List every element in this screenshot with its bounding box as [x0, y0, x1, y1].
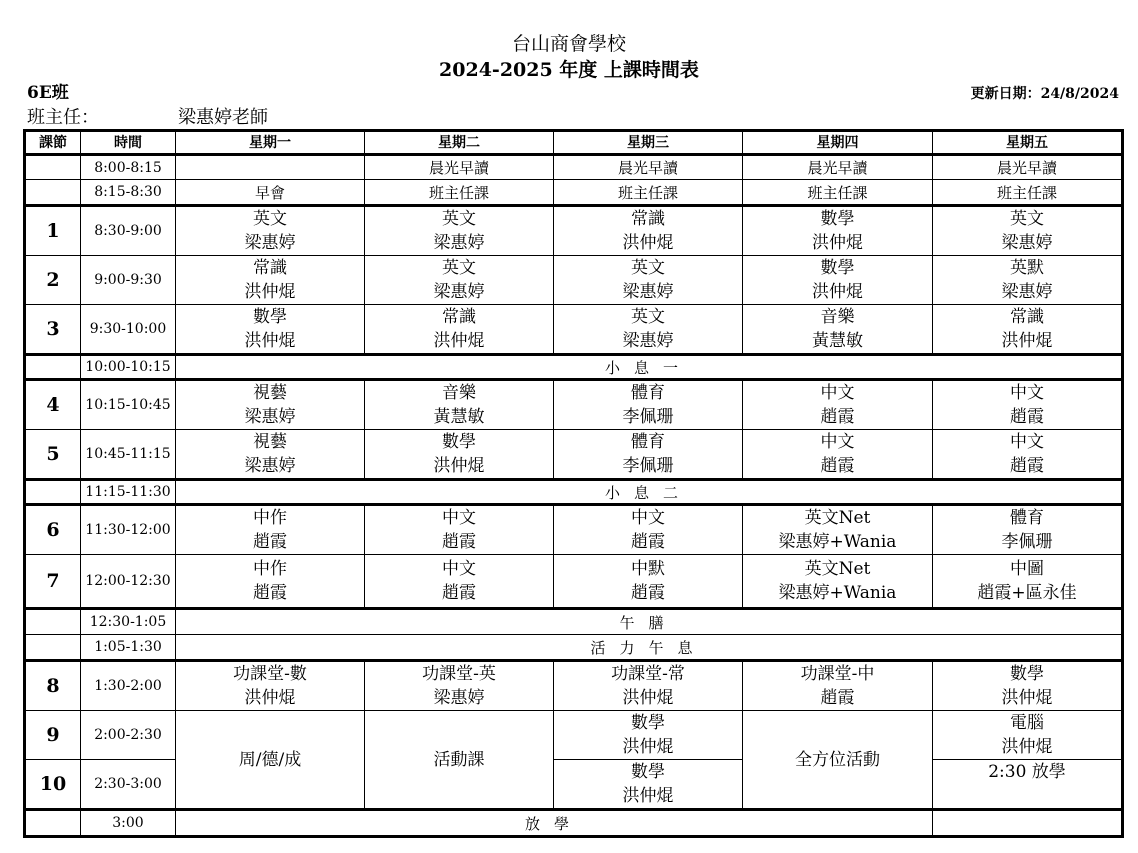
- tuesday-cell: 晨光早讀: [365, 155, 554, 180]
- header-time: 時間: [81, 131, 176, 155]
- class-teacher-name: 梁惠婷老師: [178, 107, 268, 128]
- teacher: 洪仲焜: [622, 688, 674, 708]
- teacher: 梁惠婷+Wania: [778, 532, 897, 552]
- subject: 電腦: [1010, 713, 1044, 733]
- teacher: 趙霞: [631, 583, 665, 603]
- subject: 中文: [442, 508, 476, 528]
- subject: 英文: [631, 307, 665, 327]
- teacher: 梁惠婷: [1001, 233, 1053, 253]
- subject: 英文: [631, 258, 665, 278]
- subject: 音樂: [820, 307, 855, 327]
- subject: 中文: [442, 559, 476, 579]
- wednesday-cell: [554, 256, 743, 305]
- teacher: 洪仲焜: [1001, 331, 1053, 351]
- period-number: 1: [25, 206, 81, 256]
- timetable: [23, 129, 1124, 838]
- teacher: 梁惠婷: [244, 407, 296, 427]
- monday-cell: [176, 555, 365, 609]
- tuesday-cell: [365, 256, 554, 305]
- teacher: 洪仲焜: [1001, 688, 1053, 708]
- subject: 中作: [253, 508, 287, 528]
- subject: 英文Net: [804, 559, 871, 579]
- wednesday-cell: [554, 380, 743, 430]
- subject: 數學: [442, 432, 476, 452]
- friday-cell: [933, 305, 1123, 355]
- wednesday-cell: [554, 305, 743, 355]
- period-cell: [25, 155, 81, 180]
- monday-cell: [176, 505, 365, 555]
- period-number: 4: [25, 380, 81, 430]
- subject: 數學: [253, 307, 287, 327]
- period-number: 8: [25, 661, 81, 711]
- subject: 體育: [631, 432, 665, 452]
- teacher: 梁惠婷: [433, 233, 485, 253]
- teacher: 梁惠婷: [244, 233, 296, 253]
- time-cell: 8:15-8:30: [81, 180, 176, 206]
- teacher: 洪仲焜: [1001, 737, 1053, 757]
- teacher: 梁惠婷+Wania: [778, 583, 897, 603]
- subject: 數學: [820, 209, 855, 229]
- teacher: 洪仲焜: [622, 786, 674, 806]
- period-cell: [25, 609, 81, 635]
- subject: 體育: [631, 383, 665, 403]
- wednesday-cell: [554, 555, 743, 609]
- teacher: 洪仲焜: [622, 233, 674, 253]
- wednesday-cell: 晨光早讀: [554, 155, 743, 180]
- subject: 英文: [253, 209, 287, 229]
- thursday-cell: 晨光早讀: [743, 155, 933, 180]
- thursday-cell: [743, 555, 933, 609]
- teacher: 梁惠婷: [622, 282, 674, 302]
- friday-cell: [933, 206, 1123, 256]
- table-row: [25, 430, 1123, 480]
- teacher: 洪仲焜: [244, 331, 296, 351]
- time-cell: 2:00-2:30: [81, 711, 176, 760]
- recess-label: 小息一: [176, 355, 1123, 380]
- subject: 數學: [820, 258, 855, 278]
- teacher: 李佩珊: [1001, 532, 1053, 552]
- time-cell: 8:30-9:00: [81, 206, 176, 256]
- teacher: 洪仲焜: [812, 233, 863, 253]
- monday-cell: [176, 305, 365, 355]
- dismissal-label: 放學: [176, 810, 933, 837]
- thursday-cell: [743, 505, 933, 555]
- subject: 英文Net: [804, 508, 871, 528]
- timetable-title: 2024-2025 年度 上課時間表: [439, 59, 699, 81]
- subject: 中文: [631, 508, 665, 528]
- break-row: [25, 609, 1123, 635]
- tuesday-cell: [365, 380, 554, 430]
- teacher: 洪仲焜: [433, 456, 485, 476]
- wednesday-cell: 班主任課: [554, 180, 743, 206]
- period-number: 2: [25, 256, 81, 305]
- period-cell: [25, 180, 81, 206]
- teacher: 洪仲焜: [622, 737, 674, 757]
- wednesday-cell: [554, 430, 743, 480]
- thursday-cell: [743, 380, 933, 430]
- time-cell: 2:30-3:00: [81, 760, 176, 810]
- friday-cell: [933, 430, 1123, 480]
- dismissal-row: [25, 810, 1123, 837]
- teacher: 李佩珊: [622, 407, 674, 427]
- table-row: [25, 661, 1123, 711]
- teacher: 趙霞+區永佳: [977, 583, 1077, 603]
- table-row: [25, 180, 1123, 206]
- table-row: [25, 305, 1123, 355]
- teacher: 趙霞: [442, 532, 476, 552]
- period-number: 10: [25, 760, 81, 810]
- subject: 中默: [631, 559, 665, 579]
- teacher: 黃慧敏: [433, 407, 485, 427]
- monday-merged-cell: 周/德/成: [176, 711, 365, 810]
- teacher: 梁惠婷: [1001, 282, 1053, 302]
- table-row: [25, 155, 1123, 180]
- period-cell: [25, 355, 81, 380]
- subject: 數學: [1010, 664, 1044, 684]
- teacher: 趙霞: [1010, 456, 1044, 476]
- subject: 中文: [820, 383, 855, 403]
- subject: 英文: [442, 258, 476, 278]
- wednesday-cell: [554, 505, 743, 555]
- time-cell: 10:15-10:45: [81, 380, 176, 430]
- monday-cell: 早會: [176, 180, 365, 206]
- wednesday-cell: [554, 760, 743, 810]
- friday-cell: [933, 256, 1123, 305]
- subject: 體育: [1010, 508, 1044, 528]
- recess-label: 小息二: [176, 480, 1123, 505]
- teacher: 趙霞: [820, 407, 855, 427]
- friday-cell: [933, 555, 1123, 609]
- time-cell: 11:15-11:30: [81, 480, 176, 505]
- time-cell: 8:00-8:15: [81, 155, 176, 180]
- time-cell: 12:30-1:05: [81, 609, 176, 635]
- thursday-cell: 班主任課: [743, 180, 933, 206]
- subject: 功課堂-英: [422, 664, 496, 684]
- friday-cell: [933, 380, 1123, 430]
- table-row: [25, 711, 1123, 760]
- subject: 英默: [1010, 258, 1044, 278]
- lunch-label: 午膳: [176, 609, 1123, 635]
- subject: 英文: [442, 209, 476, 229]
- tuesday-cell: [365, 430, 554, 480]
- subject: 中文: [1010, 383, 1044, 403]
- thursday-cell: [743, 256, 933, 305]
- subject: 中作: [253, 559, 287, 579]
- header-monday: 星期一: [176, 131, 365, 155]
- subject: 中文: [1010, 432, 1044, 452]
- tuesday-cell: [365, 555, 554, 609]
- table-row: [25, 555, 1123, 609]
- tuesday-cell: [365, 305, 554, 355]
- subject: 常識: [253, 258, 287, 278]
- table-row: [25, 505, 1123, 555]
- thursday-cell: [743, 305, 933, 355]
- break-row: [25, 480, 1123, 505]
- time-cell: 3:00: [81, 810, 176, 837]
- friday-cell: 晨光早讀: [933, 155, 1123, 180]
- monday-cell: [176, 661, 365, 711]
- teacher: 洪仲焜: [244, 282, 296, 302]
- subject: 功課堂-常: [611, 664, 685, 684]
- time-cell: 1:30-2:00: [81, 661, 176, 711]
- period-number: 9: [25, 711, 81, 760]
- school-name: 台山商會學校: [511, 33, 626, 55]
- subject: 視藝: [253, 383, 287, 403]
- subject: 視藝: [253, 432, 287, 452]
- teacher: 洪仲焜: [433, 331, 485, 351]
- subject: 中圖: [1010, 559, 1044, 579]
- noon-rest-label: 活力午息: [176, 635, 1123, 661]
- teacher: 趙霞: [820, 456, 855, 476]
- period-number: 6: [25, 505, 81, 555]
- subject: 常識: [442, 307, 476, 327]
- header-friday: 星期五: [933, 131, 1123, 155]
- friday-cell: [933, 505, 1123, 555]
- monday-cell: [176, 155, 365, 180]
- break-row: [25, 635, 1123, 661]
- teacher: 洪仲焜: [812, 282, 863, 302]
- subject: 功課堂-中: [800, 664, 875, 684]
- tuesday-cell: [365, 505, 554, 555]
- tuesday-cell: 班主任課: [365, 180, 554, 206]
- subject: 常識: [631, 209, 665, 229]
- class-name: 6E班: [27, 83, 69, 103]
- monday-cell: [176, 430, 365, 480]
- teacher: 趙霞: [631, 532, 665, 552]
- teacher: 梁惠婷: [433, 282, 485, 302]
- wednesday-cell: [554, 661, 743, 711]
- header-thursday: 星期四: [743, 131, 933, 155]
- header-wednesday: 星期三: [554, 131, 743, 155]
- period-cell: [25, 810, 81, 837]
- thursday-cell: [743, 430, 933, 480]
- tuesday-merged-cell: 活動課: [365, 711, 554, 810]
- period-number: 3: [25, 305, 81, 355]
- time-cell: 10:00-10:15: [81, 355, 176, 380]
- period-cell: [25, 635, 81, 661]
- period-number: 5: [25, 430, 81, 480]
- friday-cell: 班主任課: [933, 180, 1123, 206]
- subject: 常識: [1010, 307, 1044, 327]
- teacher: 梁惠婷: [244, 456, 296, 476]
- subject: 數學: [631, 762, 665, 782]
- tuesday-cell: [365, 206, 554, 256]
- monday-cell: [176, 206, 365, 256]
- teacher: 趙霞: [1010, 407, 1044, 427]
- thursday-cell: [743, 661, 933, 711]
- teacher: 梁惠婷: [622, 331, 674, 351]
- table-row: [25, 206, 1123, 256]
- subject: 中文: [820, 432, 855, 452]
- header-row: [25, 131, 1123, 155]
- table-row: [25, 256, 1123, 305]
- class-teacher-label: 班主任：: [27, 107, 99, 128]
- teacher: 洪仲焜: [244, 688, 296, 708]
- time-cell: 1:05-1:30: [81, 635, 176, 661]
- period-number: 7: [25, 555, 81, 609]
- teacher: 趙霞: [820, 688, 855, 708]
- period-cell: [25, 480, 81, 505]
- time-cell: 9:00-9:30: [81, 256, 176, 305]
- teacher: 黃慧敏: [812, 331, 863, 351]
- time-cell: 10:45-11:15: [81, 430, 176, 480]
- header-period: 課節: [25, 131, 81, 155]
- subject: 數學: [631, 713, 665, 733]
- teacher: 趙霞: [442, 583, 476, 603]
- friday-cell: 2:30 放學: [933, 760, 1123, 810]
- wednesday-cell: [554, 206, 743, 256]
- teacher: 梁惠婷: [433, 688, 485, 708]
- friday-cell: [933, 711, 1123, 760]
- teacher: 趙霞: [253, 583, 287, 603]
- subject: 英文: [1010, 209, 1044, 229]
- teacher: 趙霞: [253, 532, 287, 552]
- break-row: [25, 355, 1123, 380]
- time-cell: 12:00-12:30: [81, 555, 176, 609]
- subject: 功課堂-數: [233, 664, 307, 684]
- thursday-merged-cell: 全方位活動: [743, 711, 933, 810]
- thursday-cell: [743, 206, 933, 256]
- table-row: [25, 380, 1123, 430]
- time-cell: 9:30-10:00: [81, 305, 176, 355]
- friday-cell: [933, 661, 1123, 711]
- time-cell: 11:30-12:00: [81, 505, 176, 555]
- monday-cell: [176, 256, 365, 305]
- wednesday-cell: [554, 711, 743, 760]
- subject: 音樂: [442, 383, 476, 403]
- teacher: 李佩珊: [622, 456, 674, 476]
- header-tuesday: 星期二: [365, 131, 554, 155]
- updated-date: 更新日期：24/8/2024: [970, 86, 1119, 102]
- empty-box: [933, 810, 1123, 837]
- tuesday-cell: [365, 661, 554, 711]
- monday-cell: [176, 380, 365, 430]
